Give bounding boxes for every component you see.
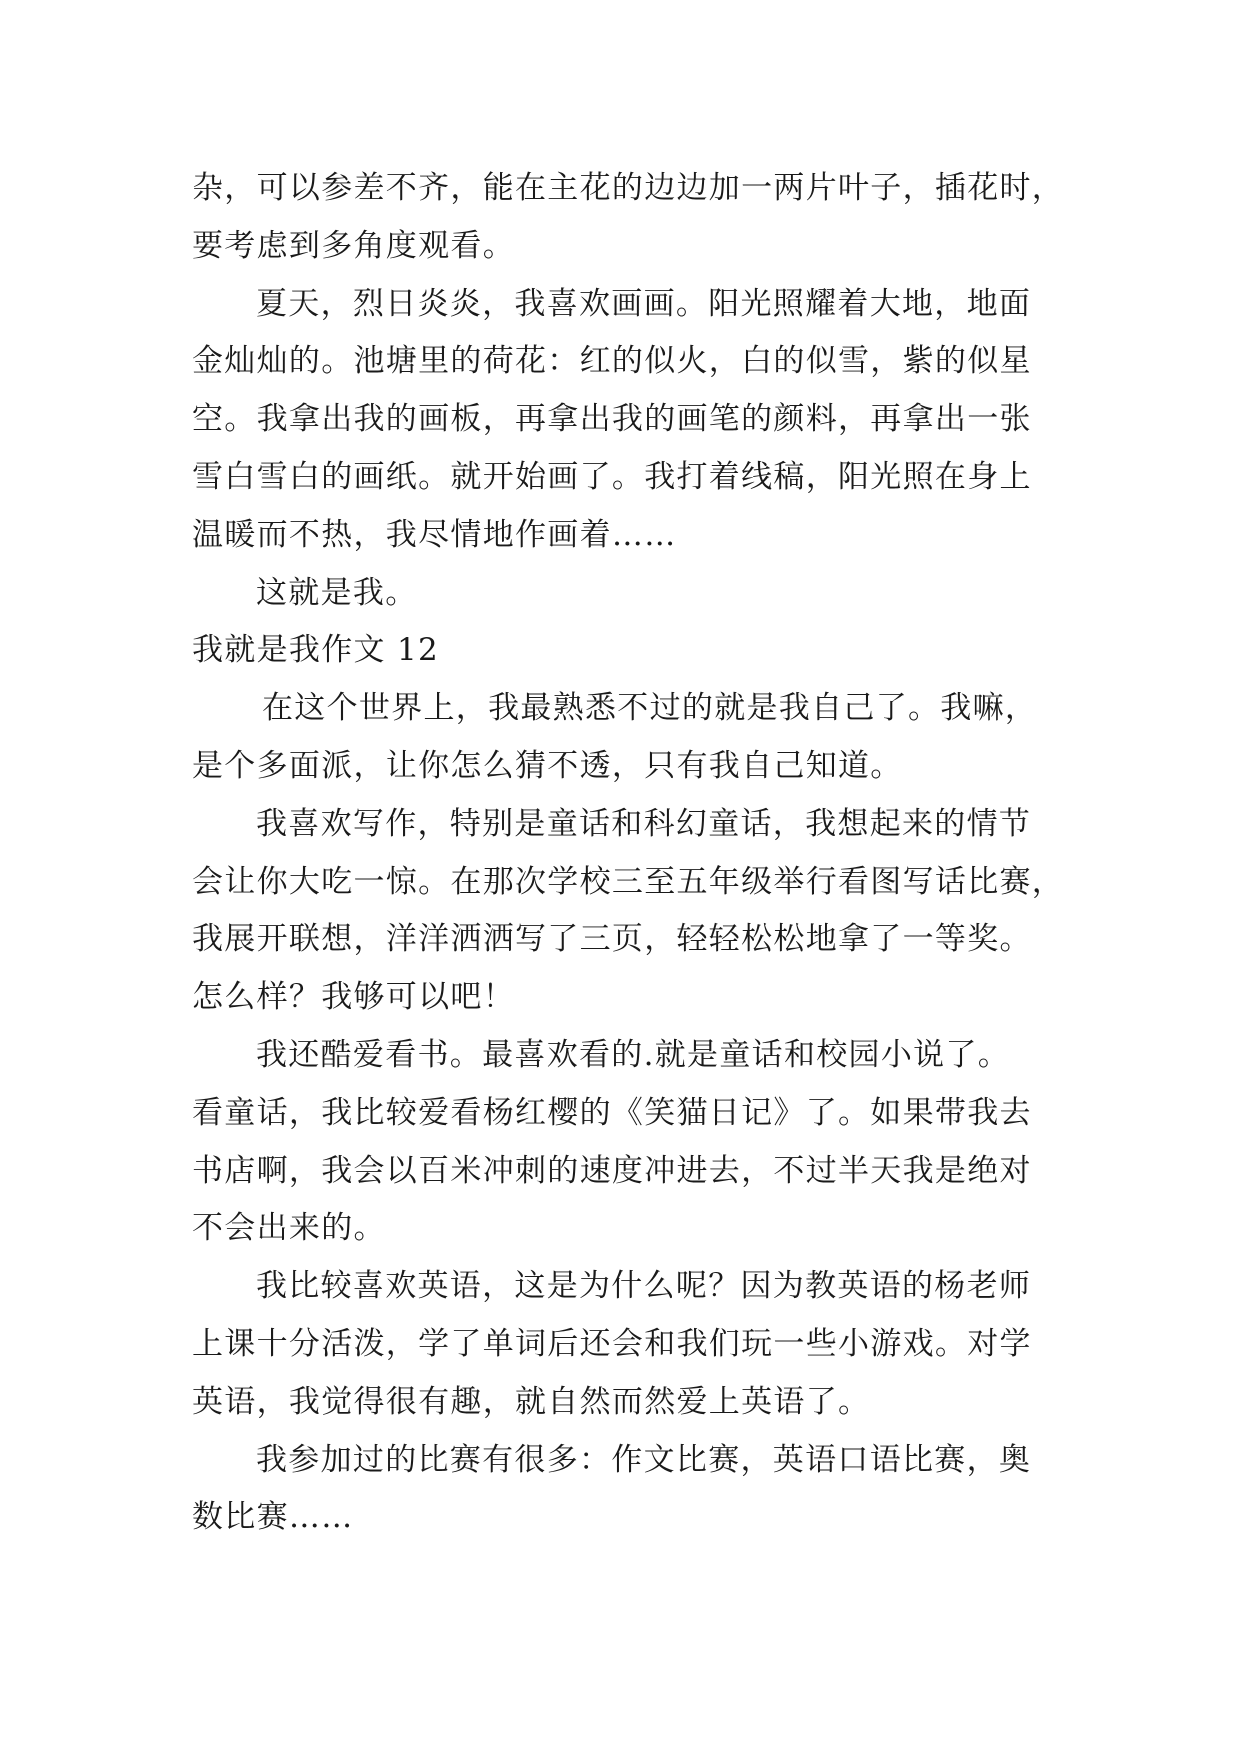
paragraph-start-line: 在这个世界上，我最熟悉不过的就是我自己了。我嘛， [262, 690, 1038, 727]
text-line: 我展开联想，洋洋洒洒写了三页，轻轻松松地拿了一等奖。 [192, 921, 1032, 958]
paragraph-start-line: 我还酷爱看书。最喜欢看的.就是童话和校园小说了。 [256, 1036, 1011, 1073]
paragraph-start-line: 我参加过的比赛有很多：作文比赛，英语口语比赛，奥 [256, 1441, 1032, 1478]
text-line: 上课十分活泼，学了单词后还会和我们玩一些小游戏。对学 [192, 1325, 1032, 1362]
section-heading: 我就是我作文 12 [192, 632, 439, 669]
paragraph-start-line: 这就是我。 [256, 574, 418, 611]
text-line: 英语，我觉得很有趣，就自然而然爱上英语了。 [192, 1383, 871, 1420]
document-body [192, 160, 1072, 1547]
text-line: 是个多面派，让你怎么猜不透，只有我自己知道。 [192, 747, 903, 784]
text-line: 金灿灿的。池塘里的荷花：红的似火，白的似雪，紫的似星 [192, 343, 1032, 380]
text-line: 怎么样？我够可以吧！ [192, 979, 515, 1016]
paragraph-start-line: 我喜欢写作，特别是童话和科幻童话，我想起来的情节 [256, 805, 1032, 842]
text-line: 雪白雪白的画纸。就开始画了。我打着线稿，阳光照在身上 [192, 458, 1032, 495]
text-line: 空。我拿出我的画板，再拿出我的画笔的颜料，再拿出一张 [192, 401, 1032, 438]
paragraph-start-line: 我比较喜欢英语，这是为什么呢？因为教英语的杨老师 [256, 1268, 1032, 1305]
text-line: 杂，可以参差不齐，能在主花的边边加一两片叶子，插花时， [192, 170, 1065, 206]
text-line: 不会出来的。 [192, 1210, 386, 1247]
paragraph-start-line: 夏天，烈日炎炎，我喜欢画画。阳光照耀着大地，地面 [256, 285, 1032, 322]
text-line: 温暖而不热，我尽情地作画着…… [192, 516, 677, 553]
text-line: 要考虑到多角度观看。 [192, 227, 515, 264]
text-line: 看童话，我比较爱看杨红樱的《笑猫日记》了。如果带我去 [192, 1094, 1032, 1131]
text-line: 会让你大吃一惊。在那次学校三至五年级举行看图写话比赛， [192, 863, 1065, 900]
text-line: 书店啊，我会以百米冲刺的速度冲进去，不过半天我是绝对 [192, 1152, 1032, 1189]
text-line: 数比赛…… [192, 1499, 354, 1536]
